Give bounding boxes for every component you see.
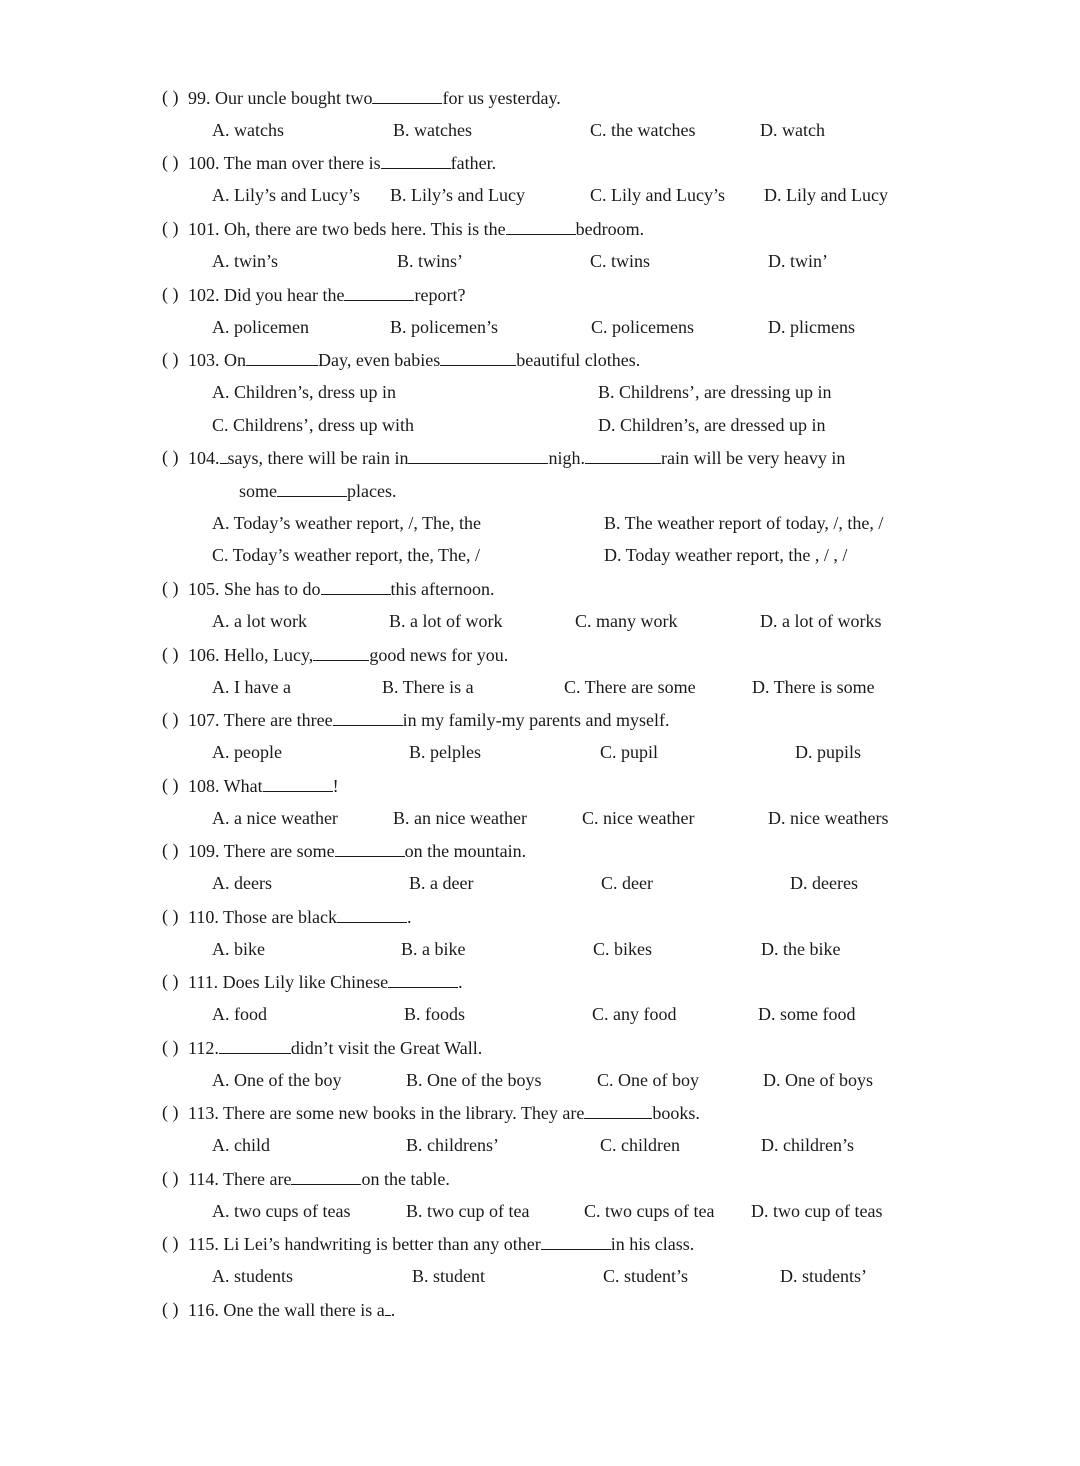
- answer-paren[interactable]: ( ): [162, 971, 179, 991]
- option-b[interactable]: B. an nice weather: [393, 808, 527, 828]
- option-c[interactable]: C. One of boy: [597, 1070, 699, 1090]
- option-d[interactable]: D. One of boys: [763, 1070, 873, 1090]
- option-c[interactable]: C. deer: [601, 873, 653, 893]
- question-text: 101. Oh, there are two beds here. This is the bedroom.: [188, 219, 645, 239]
- option-d[interactable]: D. nice weathers: [768, 808, 889, 828]
- question-text: 116. One the wall there is a .: [188, 1300, 396, 1320]
- question-text: 107. There are three in my family-my parents and myself.: [188, 710, 670, 730]
- question-text: 104. says, there will be rain in nigh. rain will be very heavy in: [188, 448, 846, 468]
- blank[interactable]: [335, 839, 405, 857]
- answer-paren[interactable]: ( ): [162, 218, 179, 238]
- option-d[interactable]: D. watch: [760, 120, 825, 140]
- option-c[interactable]: C. children: [600, 1135, 680, 1155]
- option-a[interactable]: A. bike: [212, 939, 265, 959]
- option-c[interactable]: C. two cups of tea: [584, 1201, 715, 1221]
- option-c[interactable]: C. any food: [592, 1004, 677, 1024]
- answer-paren[interactable]: ( ): [162, 578, 179, 598]
- blank[interactable]: [381, 151, 451, 169]
- option-d[interactable]: D. Lily and Lucy: [764, 185, 888, 205]
- question-text: 103. On Day, even babies beautiful clothes.: [188, 350, 641, 370]
- blank[interactable]: [337, 905, 407, 923]
- question-text: 109. There are some on the mountain.: [188, 841, 527, 861]
- option-b[interactable]: B. a deer: [409, 873, 474, 893]
- option-a[interactable]: A. food: [212, 1004, 267, 1024]
- option-c[interactable]: C. nice weather: [582, 808, 695, 828]
- blank[interactable]: [344, 283, 414, 301]
- blank[interactable]: [277, 479, 347, 497]
- option-b[interactable]: B. childrens’: [406, 1135, 499, 1155]
- blank[interactable]: [506, 217, 576, 235]
- option-a[interactable]: A. child: [212, 1135, 270, 1155]
- option-d[interactable]: D. There is some: [752, 677, 875, 697]
- option-b[interactable]: B. One of the boys: [406, 1070, 542, 1090]
- blank[interactable]: [585, 446, 661, 464]
- question-text: 102. Did you hear the report?: [188, 285, 466, 305]
- option-d[interactable]: D. plicmens: [768, 317, 855, 337]
- option-a[interactable]: A. Lily’s and Lucy’s: [212, 185, 360, 205]
- question-text: 108. What !: [188, 776, 339, 796]
- option-d[interactable]: D. twin’: [768, 251, 828, 271]
- blank[interactable]: [372, 86, 442, 104]
- answer-paren[interactable]: ( ): [162, 447, 179, 467]
- option-d[interactable]: D. deeres: [790, 873, 858, 893]
- option-b[interactable]: B. foods: [404, 1004, 466, 1024]
- option-c[interactable]: C. Today’s weather report, the, The, /: [212, 545, 481, 565]
- option-d[interactable]: D. Children’s, are dressed up in: [598, 415, 826, 435]
- option-a[interactable]: A. policemen: [212, 317, 309, 337]
- answer-paren[interactable]: ( ): [162, 840, 179, 860]
- answer-paren[interactable]: ( ): [162, 1233, 179, 1253]
- option-a[interactable]: A. Today’s weather report, /, The, the: [212, 513, 481, 533]
- question-text: 106. Hello, Lucy, good news for you.: [188, 645, 509, 665]
- option-b[interactable]: B. Childrens’, are dressing up in: [598, 382, 832, 402]
- option-c[interactable]: C. bikes: [593, 939, 653, 959]
- answer-paren[interactable]: ( ): [162, 709, 179, 729]
- question-text: 110. Those are black .: [188, 907, 412, 927]
- blank[interactable]: [584, 1101, 652, 1119]
- blank[interactable]: [408, 446, 548, 464]
- option-c[interactable]: C. student’s: [603, 1266, 689, 1286]
- option-a[interactable]: A. I have a: [212, 677, 291, 697]
- blank[interactable]: [321, 577, 391, 595]
- option-b[interactable]: B. policemen’s: [390, 317, 498, 337]
- answer-paren[interactable]: ( ): [162, 1102, 179, 1122]
- blank[interactable]: [388, 970, 458, 988]
- option-a[interactable]: A. students: [212, 1266, 293, 1286]
- option-c[interactable]: C. the watches: [590, 120, 696, 140]
- answer-paren[interactable]: ( ): [162, 1299, 179, 1319]
- question-text: 100. The man over there is father.: [188, 153, 497, 173]
- option-d[interactable]: D. Today weather report, the , / , /: [604, 545, 848, 565]
- blank[interactable]: [333, 708, 403, 726]
- question-text: 113. There are some new books in the library. They are books.: [188, 1103, 700, 1123]
- option-d[interactable]: D. children’s: [761, 1135, 854, 1155]
- option-a[interactable]: A. two cups of teas: [212, 1201, 351, 1221]
- option-a[interactable]: A. Children’s, dress up in: [212, 382, 396, 402]
- question-text: 112. didn’t visit the Great Wall.: [188, 1038, 483, 1058]
- option-c[interactable]: C. Childrens’, dress up with: [212, 415, 414, 435]
- option-c[interactable]: C. many work: [575, 611, 678, 631]
- option-c[interactable]: C. policemens: [591, 317, 694, 337]
- question-text: 111. Does Lily like Chinese .: [188, 972, 463, 992]
- option-a[interactable]: A. people: [212, 742, 282, 762]
- answer-paren[interactable]: ( ): [162, 349, 179, 369]
- option-d[interactable]: D. the bike: [761, 939, 841, 959]
- option-a[interactable]: A. watchs: [212, 120, 284, 140]
- option-d[interactable]: D. two cup of teas: [751, 1201, 883, 1221]
- answer-paren[interactable]: ( ): [162, 1037, 179, 1057]
- option-b[interactable]: B. Lily’s and Lucy: [390, 185, 525, 205]
- option-b[interactable]: B. The weather report of today, /, the, /: [604, 513, 884, 533]
- answer-paren[interactable]: ( ): [162, 644, 179, 664]
- option-a[interactable]: A. deers: [212, 873, 272, 893]
- question-text: 105. She has to do this afternoon.: [188, 579, 495, 599]
- option-b[interactable]: B. a bike: [401, 939, 466, 959]
- option-b[interactable]: B. two cup of tea: [406, 1201, 530, 1221]
- blank[interactable]: [246, 348, 318, 366]
- option-c[interactable]: C. There are some: [564, 677, 696, 697]
- answer-paren[interactable]: ( ): [162, 284, 179, 304]
- blank[interactable]: [291, 1167, 361, 1185]
- question-text: 114. There are on the table.: [188, 1169, 450, 1189]
- option-b[interactable]: B. There is a: [382, 677, 474, 697]
- option-a[interactable]: A. a lot work: [212, 611, 307, 631]
- answer-paren[interactable]: ( ): [162, 1168, 179, 1188]
- option-b[interactable]: B. pelples: [409, 742, 481, 762]
- option-a[interactable]: A. One of the boy: [212, 1070, 342, 1090]
- option-d[interactable]: D. students’: [780, 1266, 867, 1286]
- answer-paren[interactable]: ( ): [162, 87, 179, 107]
- blank[interactable]: [440, 348, 516, 366]
- option-c[interactable]: C. pupil: [600, 742, 659, 762]
- answer-paren[interactable]: ( ): [162, 775, 179, 795]
- question-text-continuation: some places.: [239, 481, 397, 501]
- option-a[interactable]: A. a nice weather: [212, 808, 338, 828]
- blank[interactable]: [313, 643, 369, 661]
- blank[interactable]: [219, 1036, 291, 1054]
- option-b[interactable]: B. student: [412, 1266, 486, 1286]
- blank[interactable]: [220, 446, 228, 464]
- question-text: 99. Our uncle bought two for us yesterday.: [188, 88, 561, 108]
- option-d[interactable]: D. a lot of works: [760, 611, 882, 631]
- option-d[interactable]: D. some food: [758, 1004, 856, 1024]
- answer-paren[interactable]: ( ): [162, 906, 179, 926]
- option-d[interactable]: D. pupils: [795, 742, 862, 762]
- option-c[interactable]: C. Lily and Lucy’s: [590, 185, 725, 205]
- option-b[interactable]: B. watches: [393, 120, 472, 140]
- option-a[interactable]: A. twin’s: [212, 251, 279, 271]
- blank[interactable]: [263, 774, 333, 792]
- question-text: 115. Li Lei’s handwriting is better than any other in his class.: [188, 1234, 695, 1254]
- option-c[interactable]: C. twins: [590, 251, 651, 271]
- answer-paren[interactable]: ( ): [162, 152, 179, 172]
- blank[interactable]: [541, 1232, 611, 1250]
- option-b[interactable]: B. twins’: [397, 251, 464, 271]
- option-b[interactable]: B. a lot of work: [389, 611, 503, 631]
